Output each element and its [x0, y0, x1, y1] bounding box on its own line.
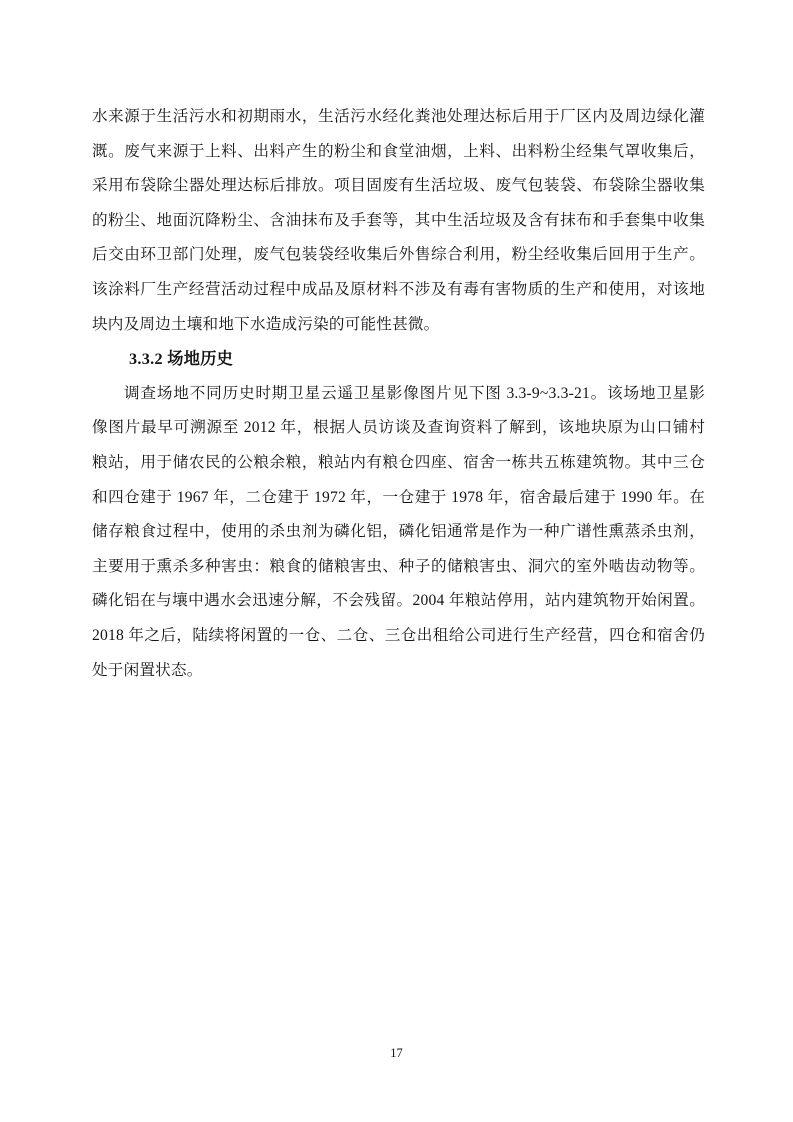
text-line: 水来源于生活污水和初期雨水，生活污水经化粪池处理达标后用于厂区内及周边绿化灌	[92, 108, 705, 125]
text-line: 主要用于熏杀多种害虫：粮食的储粮害虫、种子的储粮害虫、洞穴的室外啮齿动物等。	[92, 557, 705, 575]
paragraph-1	[92, 100, 705, 342]
text-line: 和四仓建于 1967 年，二仓建于 1972 年，一仓建于 1978 年，宿舍最后建于 1990 年。在	[92, 488, 705, 506]
section-heading-3-3-2: 3.3.2 场地历史	[129, 350, 234, 369]
text-line: 的粉尘、地面沉降粉尘、含油抹布及手套等，其中生活垃圾及含有抹布和手套集中收集	[92, 211, 705, 229]
text-line: 块内及周边土壤和地下水造成污染的可能性甚微。	[92, 315, 440, 333]
page-number: 17	[390, 1046, 403, 1060]
text-line: 储存粮食过程中，使用的杀虫剂为磷化铝，磷化铝通常是作为一种广谱性熏蒸杀虫剂，	[92, 523, 705, 541]
text-line: 磷化铝在与壤中遇水会迅速分解，不会残留。2004 年粮站停用，站内建筑物开始闲置。	[92, 592, 705, 610]
text-line: 粮站，用于储农民的公粮余粮，粮站内有粮仓四座、宿舍一栋共五栋建筑物。其中三仓	[92, 453, 705, 471]
text-line: 像图片最早可溯源至 2012 年，根据人员访谈及查询资料了解到，该地块原为山口铺村	[92, 419, 705, 437]
text-line: 采用布袋除尘器处理达标后排放。项目固废有生活垃圾、废气包装袋、布袋除尘器收集	[92, 177, 705, 195]
text-line: 溉。废气来源于上料、出料产生的粉尘和食堂油烟，上料、出料粉尘经集气罩收集后，	[92, 142, 705, 160]
text-line: 后交由环卫部门处理，废气包装袋经收集后外售综合利用，粉尘经收集后回用于生产。	[92, 246, 705, 264]
paragraph-2	[92, 377, 705, 688]
text-line: 该涂料厂生产经营活动过程中成品及原材料不涉及有毒有害物质的生产和使用，对该地	[92, 280, 705, 298]
text-line: 处于闲置状态。	[92, 661, 203, 679]
text-line: 调查场地不同历史时期卫星云遥卫星影像图片见下图 3.3-9~3.3-21。该场地卫星影	[124, 384, 705, 402]
page-body-text	[92, 100, 705, 688]
text-line: 2018 年之后，陆续将闲置的一仓、二仓、三仓出租给公司进行生产经营，四仓和宿舍仍	[92, 626, 705, 644]
